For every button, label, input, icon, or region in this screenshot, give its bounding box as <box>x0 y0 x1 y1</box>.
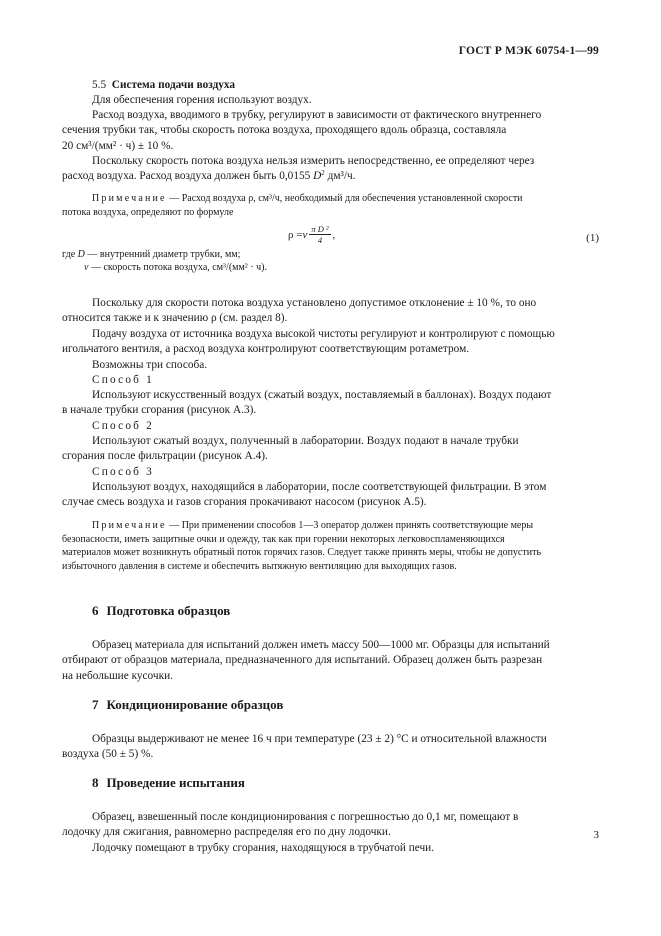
paragraph-methods: Возможны три способа. <box>92 359 208 371</box>
method-3-text: Используют воздух, находящийся в лаборатории, после соответствующей фильтрации. В этом случае смесь воздуха и газов сгорания прокачивают насосом (рисунок А.5). <box>62 481 547 509</box>
document-header: ГОСТ Р МЭК 60754-1—99 <box>458 45 599 57</box>
equation-number: (1) <box>586 232 599 244</box>
note-safety: Примечание — При применении способов 1—3 оператор должен принять соответствующие меры безопасности, иметь защитные очки и одежду, так как при горении некоторых легковоспламеняющихся материалов может возникнуть обратный поток горячих газов. Следует также принять меры, чтобы не допустить избыточного давления в системе и обеспечить вытяжную вентиляцию для выходящих газов. <box>62 520 542 572</box>
paragraph-5-5-3: Поскольку скорость потока воздуха нельзя измерить непосредственно, ее определяют через расход воздуха. Расход воздуха должен быть 0,0155 $D^2$ дм³/ч. <box>62 155 535 183</box>
subsection-5-5-title <box>92 78 598 93</box>
paragraph-5-5-1: Для обеспечения горения используют воздух. <box>92 94 312 106</box>
paragraph-tolerance: Поскольку для скорости потока воздуха установлено допустимое отклонение ± 10 %, то оно относится также и к значению ρ (см. раздел 8). <box>62 297 537 325</box>
method-2-label: Способ 2 <box>92 420 154 432</box>
subsection-number: 5.5 <box>92 79 107 91</box>
note-label: Примечание <box>92 193 167 204</box>
formula-legend-d: где D — внутренний диаметр трубки, мм; <box>62 249 241 260</box>
note-air-flow: Примечание — Расход воздуха ρ, см³/ч, необходимый для обеспечения установленной скорости потока воздуха, определяют по формуле <box>62 193 523 218</box>
section-6-heading: 6 Подготовка образцов <box>92 603 231 618</box>
method-1-label: Способ 1 <box>92 374 154 386</box>
subsection-title: Система подачи воздуха <box>111 79 236 91</box>
section-8-heading: 8 Проведение испытания <box>92 775 245 790</box>
page-number: 3 <box>593 829 599 841</box>
method-1-text: Используют искусственный воздух (сжатый воздух, поставляемый в баллонах). Воздух подают в начале трубки сгорания (рисунок А.3). <box>62 389 552 417</box>
section-6-text: Образец материала для испытаний должен иметь массу 500—1000 мг. Образцы для испытаний отбирают от образцов материала, предназначенного для испытаний. Образец должен быть разрезан на небольшие кусочки. <box>62 639 550 682</box>
paragraph-5-5-2: Расход воздуха, вводимого в трубку, регулируют в зависимости от фактического внутреннего сечения трубки так, чтобы скорость потока воздуха, проходящего вдоль образца, составляла 20 см³/(мм² · ч) ± 10 %. <box>62 109 542 152</box>
section-7-heading: 7 Кондиционирование образцов <box>92 697 284 712</box>
paragraph-air-supply: Подачу воздуха от источника воздуха высокой чистоты регулируют и контролируют с помощью игольчатого вентиля, а расход воздуха контролируют соответствующим ротаметром. <box>62 328 555 356</box>
formula-legend-v: v — скорость потока воздуха, см³/(мм² · ч). <box>84 262 267 273</box>
method-3-label: Способ 3 <box>92 466 154 478</box>
section-7-text: Образцы выдерживают не менее 16 ч при температуре (23 ± 2) °С и относительной влажности воздуха (50 ± 5) %. <box>62 733 547 761</box>
note-label: Примечание <box>92 520 167 531</box>
method-2-text: Используют сжатый воздух, полученный в лаборатории. Воздух подают в начале трубки сгорания после фильтрации (рисунок А.4). <box>62 435 519 463</box>
section-8-text: Образец, взвешенный после кондиционирования с погрешностью до 0,1 мг, помещают в лодочку для сжигания, равномерно распределяя его по дну лодочки. Лодочку помещают в трубку сгорания, находящуюся в трубчатой печи. <box>62 811 519 854</box>
formula-1: ρ = v $\frac{\text{π D ²}}{4}$ , <box>288 224 336 245</box>
